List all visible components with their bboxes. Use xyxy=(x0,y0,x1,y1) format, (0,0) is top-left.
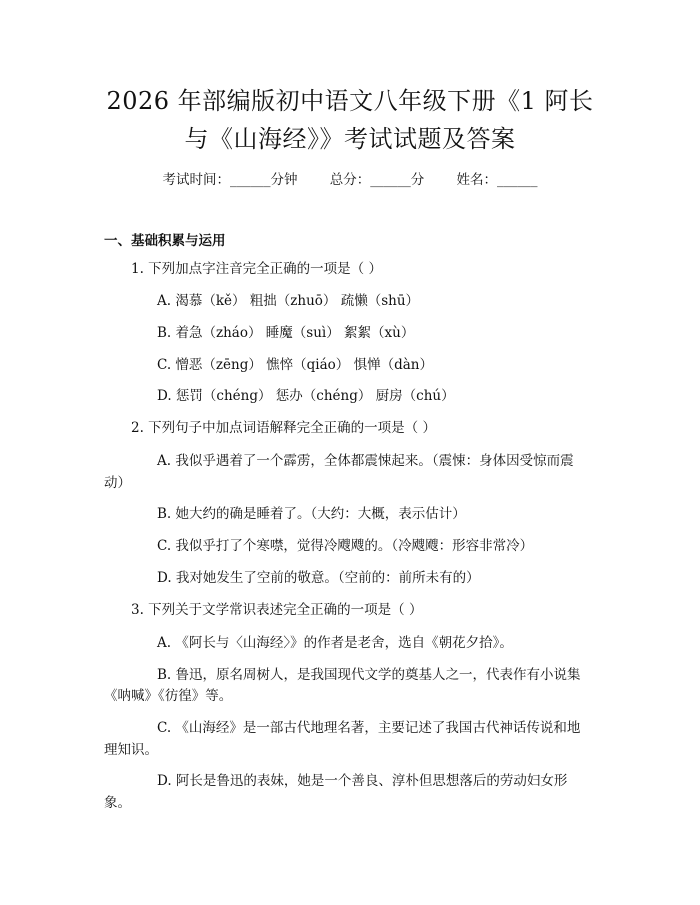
question-2-stem: 2. 下列句子中加点词语解释完全正确的一项是（ ） xyxy=(131,420,436,436)
question-2-option-a-cont: 动） xyxy=(104,475,131,491)
question-3-option-c-cont: 理知识。 xyxy=(104,742,158,758)
exam-title-line2: 与《山海经》》考试试题及答案 xyxy=(184,125,516,153)
question-3-option-d-cont: 象。 xyxy=(104,795,131,811)
question-2-option-a: A. 我似乎遇着了一个霹雳，全体都震悚起来。（震悚：身体因受惊而震 xyxy=(157,453,574,469)
question-1-option-b: B. 着急（zháo） 睡魔（suì） 絮絮（xù） xyxy=(157,325,415,341)
question-3-option-b-cont: 《呐喊》《彷徨》等。 xyxy=(104,688,233,704)
question-1-option-c: C. 憎恶（zēng） 憔悴（qiáo） 惧惮（dàn） xyxy=(157,357,433,373)
section-heading: 一、基础积累与运用 xyxy=(104,233,226,249)
question-3-option-a: A. 《阿长与〈山海经〉》的作者是老舍，选自《朝花夕拾》。 xyxy=(157,635,513,651)
question-2-option-b: B. 她大约的确是睡着了。（大约：大概，表示估计） xyxy=(157,506,466,522)
question-1-option-a: A. 渴慕（kě） 粗拙（zhuō） 疏懒（shū） xyxy=(157,293,420,309)
question-3-stem: 3. 下列关于文学常识表述完全正确的一项是（ ） xyxy=(131,602,423,618)
exam-title-line1: 2026 年部编版初中语文八年级下册《1 阿长 xyxy=(106,87,594,115)
student-name-field: 姓名：______ xyxy=(456,172,538,188)
question-3-option-b: B. 鲁迅，原名周树人，是我国现代文学的奠基人之一，代表作有小说集 xyxy=(157,667,581,683)
total-score-field: 总分：______分 xyxy=(329,172,425,188)
exam-time-field: 考试时间：______分钟 xyxy=(162,172,298,188)
question-2-option-d: D. 我对她发生了空前的敬意。（空前的：前所未有的） xyxy=(157,570,480,586)
question-2-option-c: C. 我似乎打了个寒噤，觉得冷飕飕的。（冷飕飕：形容非常冷） xyxy=(157,538,534,554)
question-1-stem: 1. 下列加点字注音完全正确的一项是（ ） xyxy=(131,261,382,277)
question-3-option-d: D. 阿长是鲁迅的表妹，她是一个善良、淳朴但思想落后的劳动妇女形 xyxy=(157,773,568,789)
question-3-option-c: C. 《山海经》是一部古代地理名著，主要记述了我国古代神话传说和地 xyxy=(157,720,581,736)
question-1-option-d: D. 惩罚（chéng） 惩办（chéng） 厨房（chú） xyxy=(157,388,455,404)
exam-meta-row xyxy=(0,168,700,188)
